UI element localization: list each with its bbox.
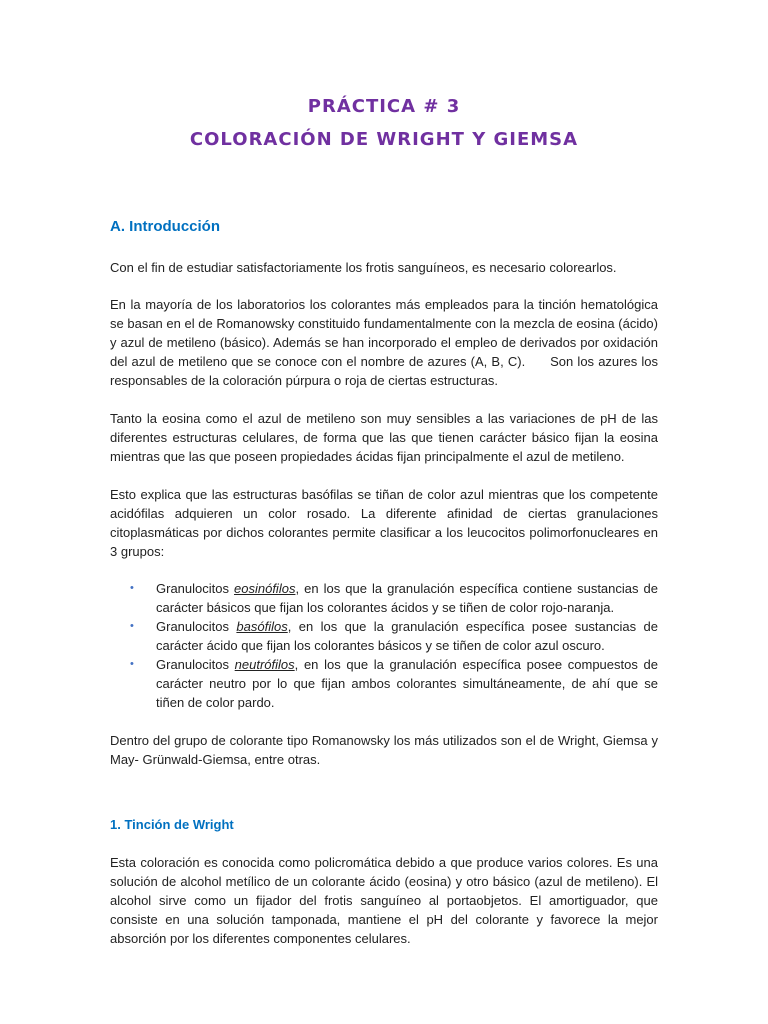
page-subtitle: COLORACIÓN DE WRIGHT Y GIEMSA [189,129,579,150]
page-title: PRÁCTICA # 3 [307,96,461,117]
list-item-term: basófilos [236,619,288,634]
list-item-term: neutrófilos [234,657,295,672]
list-item [130,617,658,655]
paragraph-closing: Dentro del grupo de colorante tipo Romanowsky los más utilizados son el de Wright, Giemsa y May- Grünwald-Giemsa, entre otras. [110,733,658,767]
list-item [130,579,658,617]
list-item-text: , en los que la granulación específica posee compuestos de carácter neutro por lo que fijan ambos colorantes simultáneamente, de ahí que se tiñen de color pardo. [156,657,658,710]
list-item-term: eosinófilos [234,581,296,596]
list-item-prefix: Granulocitos [156,581,235,596]
paragraph-wright: Esta coloración es conocida como policromática debido a que produce varios colores. Es una solución de alcohol metílico de un colorante ácido (eosina) y otro básico (azul de metileno). El alcohol sirve como un fijador del frotis sanguíneo al portaobjetos. El amortiguador, que consiste en una solución tamponada, mantiene el pH del colorante y favorece la mejor absorción por los diferentes componentes celulares. [110,855,658,946]
bullet-icon: • [130,658,134,670]
section-heading-tincion-wright: 1. Tinción de Wright [110,817,234,832]
paragraph-intro-3: Tanto la eosina como el azul de metileno son muy sensibles a las variaciones de pH de las diferentes estructuras celulares, de forma que las que tienen carácter básico fijan la eosina mientras que las que poseen propiedades ácidas fijan principalmente el azul de metileno. [110,411,658,464]
list-item [130,655,658,712]
list-item-text: , en los que la granulación específica contiene sustancias de carácter básicos que fijan los colorantes ácidos y se tiñen de color rojo-naranja. [156,581,659,615]
list-item-prefix: Granulocitos [156,657,235,672]
paragraph-intro-2: En la mayoría de los laboratorios los colorantes más empleados para la tinción hematológica se basan en el de Romanowsky constituido fundamentalmente con la mezcla de eosina (ácido) y azul de metileno (básico). Además se han incorporado el empleo de derivados por oxidación del azul de metileno que se conoce con el nombre de azures (A, B, C). Son los azures los responsables de la coloración púrpura o roja de ciertas estructuras. [110,297,662,388]
list-item-prefix: Granulocitos [156,619,237,634]
bullet-icon: • [130,582,134,594]
section-heading-introduccion: A. Introducción [110,218,220,235]
paragraph-intro-4: Esto explica que las estructuras basófilas se tiñan de color azul mientras que los competente acidófilas adquieren un color rosado. La diferente afinidad de ciertas granulaciones citoplasmáticas por dichos colorantes permite clasificar a los leucocitos polimorfonucleares en 3 grupos: [110,487,658,559]
granulocyte-list [130,579,658,712]
list-item-text: , en los que la granulación específica posee sustancias de carácter ácido que fijan los colorantes básicos y se tiñen de color azul oscuro. [156,619,658,653]
paragraph-intro-1: Con el fin de estudiar satisfactoriamente los frotis sanguíneos, es necesario colorearlos. [110,260,617,275]
bullet-icon: • [130,620,134,632]
